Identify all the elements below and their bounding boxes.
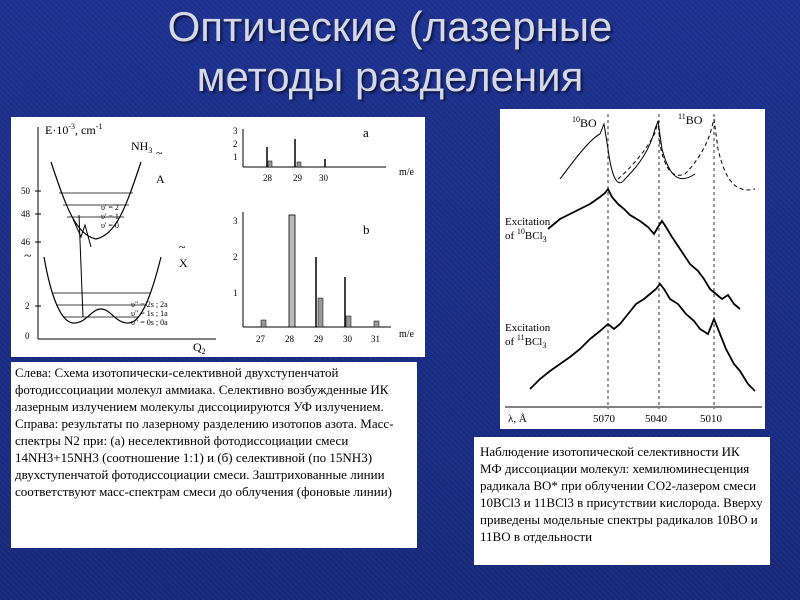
axis-break: ~: [24, 249, 32, 264]
ground-state-label: X: [179, 256, 188, 270]
right-caption: Наблюдение изотопической селективности ИК МФ диссоциации молекул: хемилюминесценция радикала BO* при облучении CO2-лазером смеси 10BCl3 и 11BCl3 в присутствии кислорода. Вверху приведены модельные спектры радикалов 10BO и 11BO в отдельности: [474, 437, 770, 565]
left-caption: Слева: Схема изотопически-селективной двухступенчатой фотодиссоциации молекул аммиака. Селективно возбужденные ИК лазерным излучением молекулы диссоциируются УФ излучением. Справа: результаты по лазерному разделению изотопов азота. Масс-спектры N2 при: (а) неселективной фотодиссоциации смеси 14NH3+15NH3 (соотношение 1:1) и (б) селективной (по 15NH3) двухступенчатой фотодиссоциации смеси. Заштрихованные линии соответствуют масс-спектрам смеси до облучения (фоновые линии): [11, 362, 417, 548]
coordinate-label: $Q_2$: [193, 340, 206, 356]
y-tick-0: 0: [25, 331, 30, 341]
xtick-5070: 5070: [593, 413, 615, 425]
ammonia-scheme-figure: [11, 117, 425, 357]
ground-level-label-2: υ" = 2s ; 2a: [131, 300, 168, 309]
ground-level-label-0: υ" = 0s ; 0a: [131, 318, 168, 327]
bo-figure-svg: [500, 109, 765, 429]
spec-b-bar-30-hatched: [346, 316, 351, 327]
y-tick-50: 50: [21, 186, 30, 196]
spec-b-bar-31: [374, 321, 379, 327]
bo10-label: $^{10}$BO: [572, 115, 597, 130]
spec-b-bar-27: [261, 320, 266, 327]
y-tick-48: 48: [21, 209, 30, 219]
excited-state-label: A: [156, 172, 165, 186]
excited-level-label-2: υ' = 2: [101, 203, 119, 212]
molecule-label: $NH_3$: [131, 139, 153, 155]
excitation-11bcl3-spectrum: [530, 284, 755, 391]
spec-b-ytick-3: 3: [233, 216, 238, 226]
spec-a-xtick-29: 29: [293, 173, 302, 183]
bo10-model-spectrum: [560, 121, 695, 183]
ammonia-figure-svg: [11, 117, 425, 357]
spec-a-bar-2: [268, 161, 272, 167]
excitation2-line2: of $^{11}$BCl$_3$: [505, 333, 547, 350]
spec-b-xtick-31: 31: [371, 334, 380, 344]
spec-b-label: b: [363, 222, 370, 237]
slide-title-line2: методы разделения: [196, 53, 584, 100]
excitation1-line1: Excitation: [505, 216, 551, 228]
y-tick-2: 2: [25, 301, 30, 311]
spec-b-xtick-28: 28: [285, 334, 294, 344]
spec-a-ytick-1: 1: [233, 152, 238, 162]
spec-a-bar-4: [297, 162, 301, 167]
bo11-model-spectrum: [618, 119, 755, 190]
y-tick-46: 46: [21, 237, 30, 247]
excitation1-line2: of $^{10}$BCl$_3$: [505, 227, 547, 244]
wavelength-axis-label: λ, Å: [508, 413, 527, 425]
spec-a-xlabel: m/e: [399, 167, 414, 178]
spec-b-bar-28: [289, 215, 295, 327]
slide-title: [60, 2, 720, 102]
excited-level-label-1: υ' = 1: [101, 212, 119, 221]
spec-b-ytick-1: 1: [233, 288, 238, 298]
excited-level-label-0: υ' = 0: [101, 221, 119, 230]
spec-b-xtick-27: 27: [256, 334, 265, 344]
spec-a-label: a: [363, 125, 369, 140]
spec-a-xtick-30: 30: [319, 173, 328, 183]
spec-a-xtick-28: 28: [263, 173, 272, 183]
spec-b-bar-29-hatched: [318, 298, 323, 327]
spec-b-ytick-2: 2: [233, 252, 238, 262]
xtick-5010: 5010: [700, 413, 722, 425]
xtick-5040: 5040: [645, 413, 667, 425]
tilde-x: ~: [179, 240, 186, 254]
spec-b-xtick-29: 29: [314, 334, 323, 344]
excitation2-line1: Excitation: [505, 322, 551, 334]
excited-state-curve: [51, 162, 141, 239]
bo11-label: $^{11}$BO: [678, 112, 703, 127]
spec-a-ytick-2: 2: [233, 139, 238, 149]
spectrum-b: [233, 212, 415, 344]
tilde-a: ~: [156, 146, 163, 160]
spectrum-a: [233, 125, 415, 183]
bo-chemiluminescence-figure: [500, 109, 765, 429]
spec-a-ytick-3: 3: [233, 126, 238, 136]
ground-level-label-1: υ" = 1s ; 1a: [131, 309, 168, 318]
spec-b-xtick-30: 30: [343, 334, 352, 344]
excitation-10bcl3-spectrum: [548, 189, 740, 309]
spec-b-xlabel: m/e: [399, 329, 414, 340]
slide-title-line1: Оптические (лазерные: [167, 3, 613, 50]
energy-axis-label: $E\cdot 10^{-3}$, $cm^{-1}$: [45, 122, 103, 137]
